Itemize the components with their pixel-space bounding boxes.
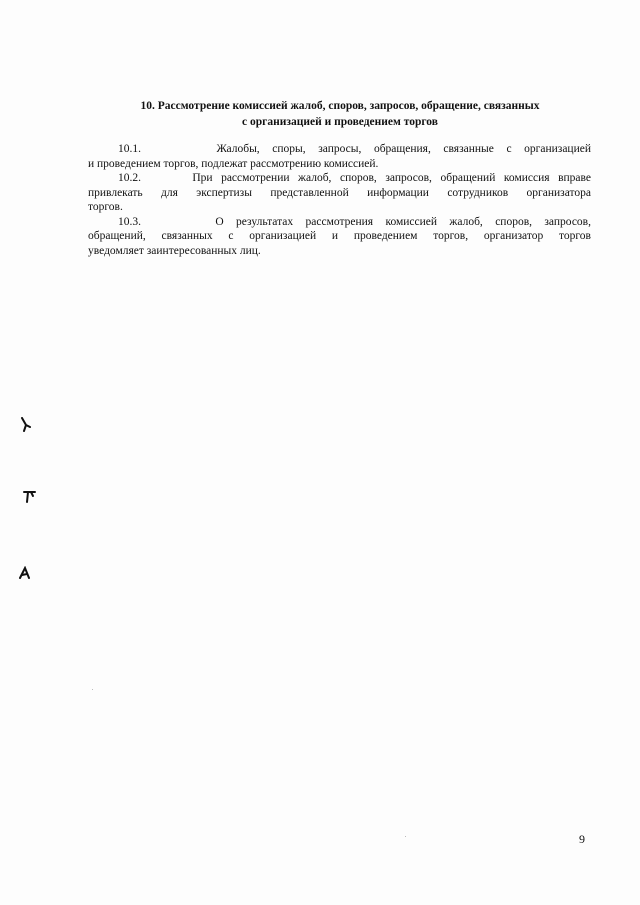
paragraph-line: 10.3. О результатах рассмотрения комиссией жалоб, споров, запросов, [118, 215, 591, 228]
section-body [88, 142, 591, 258]
scan-speck [405, 836, 406, 837]
paragraph-line: обращений, связанных с организацией и проведением торгов, организатор торгов [88, 230, 591, 242]
paragraph-10-2 [88, 171, 591, 215]
scan-mark [19, 417, 33, 433]
paragraph-line: торгов. [88, 201, 123, 213]
scan-mark [22, 489, 38, 505]
scan-speck [92, 689, 93, 690]
heading-line-1: 10. Рассмотрение комиссией жалоб, споров, запросов, обращение, связанных [140, 100, 540, 112]
paragraph-10-3 [88, 215, 591, 259]
paragraph-line: 10.1. Жалобы, споры, запросы, обращения, связанные с организацией [118, 143, 591, 155]
heading-line-2: с организацией и проведением торгов [242, 116, 438, 128]
page-number: 9 [579, 832, 585, 846]
section-heading [88, 98, 592, 130]
paragraph-line: 10.2. При рассмотрении жалоб, споров, запросов, обращений комиссия вправе [118, 172, 591, 184]
scan-mark [18, 566, 32, 580]
paragraph-line: уведомляет заинтересованных лиц. [88, 244, 261, 257]
paragraph-10-1 [88, 142, 591, 171]
paragraph-line: и проведением торгов, подлежат рассмотрению комиссией. [88, 157, 379, 170]
paragraph-line: привлекать для экспертизы представленной информации сотрудников организатора [88, 186, 591, 199]
